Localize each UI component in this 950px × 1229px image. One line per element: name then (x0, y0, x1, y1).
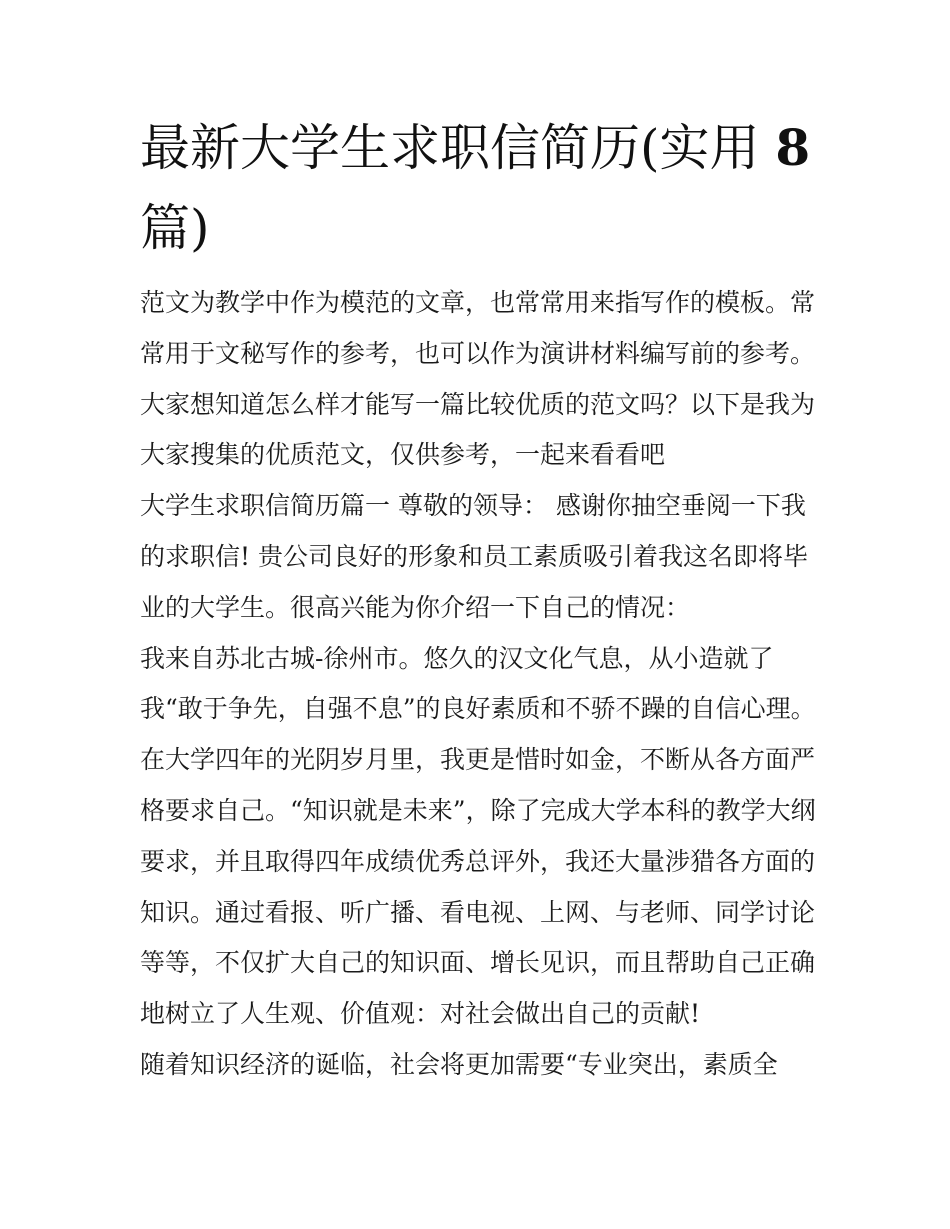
body-line: 随着知识经济的诞临，社会将更加需要“专业突出，素质全 (140, 1049, 778, 1079)
body-line: 大家想知道怎么样才能写一篇比较优质的范文吗？以下是我为 (140, 389, 816, 419)
body-line: 在大学四年的光阴岁月里，我更是惜时如金，不断从各方面严 (140, 745, 816, 775)
body-line: 大学生求职信简历篇一 尊敬的领导： 感谢你抽空垂阅一下我 (140, 491, 806, 521)
body-line: 地树立了人生观、价值观：对社会做出自己的贡献! (140, 999, 701, 1029)
body-line: 我“敢于争先，自强不息”的良好素质和不骄不躁的自信心理。 (140, 694, 816, 724)
document-body (140, 278, 816, 1091)
body-line: 要求，并且取得四年成绩优秀总评外，我还大量涉猎各方面的 (140, 846, 816, 876)
body-line: 常用于文秘写作的参考，也可以作为演讲材料编写前的参考。 (140, 338, 816, 368)
document-title (140, 108, 820, 268)
title-number: 8 (775, 118, 811, 177)
body-line: 大家搜集的优质范文，仅供参考，一起来看看吧 (140, 440, 666, 470)
body-line: 业的大学生。很高兴能为你介绍一下自己的情况： (140, 592, 691, 622)
body-line: 等等，不仅扩大自己的知识面、增长见识，而且帮助自己正确 (140, 948, 816, 978)
title-text-end: 篇) (140, 199, 210, 257)
body-line: 的求职信! 贵公司良好的形象和员工素质吸引着我这名即将毕 (140, 541, 808, 571)
body-line: 格要求自己。“知识就是未来”，除了完成大学本科的教学大纲 (140, 795, 816, 825)
body-line: 知识。通过看报、听广播、看电视、上网、与老师、同学讨论 (140, 897, 816, 927)
body-line: 我来自苏北古城-徐州市。悠久的汉文化气息，从小造就了 (140, 643, 774, 673)
title-text: 最新大学生求职信简历(实用 (140, 119, 776, 177)
body-line: 范文为教学中作为模范的文章，也常常用来指写作的模板。常 (140, 288, 816, 317)
